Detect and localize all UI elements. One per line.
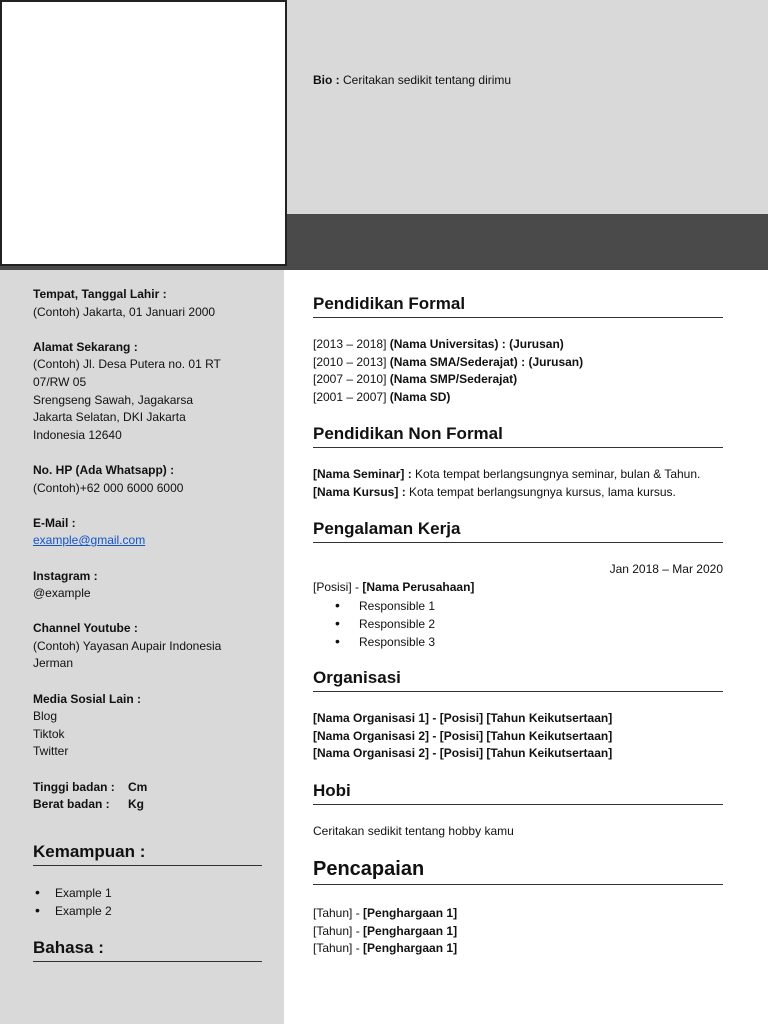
formal-row [313,336,564,354]
formal-detail: (Nama SMA/Sederajat) : (Jurusan) [389,354,584,369]
kemampuan-list [33,884,112,920]
achievement-award: [Penghargaan 1] [363,906,458,920]
ttl-value: (Contoh) Jakarta, 01 Januari 2000 [33,304,216,319]
sosmed-label: Media Sosial Lain : [33,691,142,706]
achievement-year: [Tahun] - [313,923,360,938]
alamat-line: 07/RW 05 [33,374,87,389]
nonformal-detail: Kota tempat berlangsungnya kursus, lama kursus. [409,484,676,499]
achievement-row [313,923,457,941]
kemampuan-item: • Example 2 [33,902,112,920]
formal-period: [2013 – 2018] [313,337,387,351]
org-row [313,710,612,728]
nonformal-detail: Kota tempat berlangsungnya seminar, bulan & Tahun. [415,467,701,481]
hp-label: No. HP (Ada Whatsapp) : [33,462,175,477]
achievement-award: [Penghargaan 1] [363,941,458,956]
org-name: [Nama Organisasi 2] - [313,728,437,743]
responsibility-item: • Responsible 1 [313,597,435,615]
full-name: Nama Lengkap [33,224,250,257]
work-position: [Posisi] - [313,580,360,594]
formal-detail: (Nama SMP/Sederajat) [389,372,518,387]
alamat-label: Alamat Sekarang : [33,339,138,354]
work-position-row [313,579,474,597]
formal-period: [2010 – 2013] [313,354,387,369]
alamat-line: Indonesia 12640 [33,427,122,442]
organisasi-heading: Organisasi [313,668,723,692]
formal-detail: (Nama SD) [389,389,451,404]
email-link[interactable]: example@gmail.com [33,533,146,548]
org-row [313,728,612,746]
pengalaman-kerja-heading: Pengalaman Kerja [313,519,723,543]
berat-label: Berat badan : [33,797,110,812]
pencapaian-heading: Pencapaian [313,858,723,885]
org-detail: [Posisi] [Tahun Keikutsertaan] [439,711,613,725]
personal-info [33,286,263,831]
org-name: [Nama Organisasi 1] - [313,711,437,725]
kemampuan-heading: Kemampuan : [33,842,262,866]
formal-row [313,371,517,389]
achievement-year: [Tahun] - [313,906,360,920]
sosmed-item: Twitter [33,744,69,759]
email-label: E-Mail : [33,515,76,530]
responsibility-item: • Responsible 2 [313,615,435,633]
achievement-row [313,940,457,958]
tinggi-unit: Cm [128,779,148,794]
achievement-award: [Penghargaan 1] [363,923,458,938]
alamat-line: Jakarta Selatan, DKI Jakarta [33,410,186,425]
formal-row [313,389,450,407]
bahasa-heading: Bahasa : [33,938,262,962]
nonformal-row [313,466,700,484]
achievement-row [313,905,457,923]
instagram-label: Instagram : [33,568,98,583]
work-company: [Nama Perusahaan] [362,580,475,594]
hobi-heading: Hobi [313,781,723,805]
ttl-label: Tempat, Tanggal Lahir : [33,287,167,301]
bio-text: Ceritakan sedikit tentang dirimu [343,73,512,87]
sosmed-item: Tiktok [33,726,65,741]
alamat-line: (Contoh) Jl. Desa Putera no. 01 RT [33,357,221,372]
hp-value: (Contoh)+62 000 6000 6000 [33,480,184,495]
youtube-line: (Contoh) Yayasan Aupair Indonesia [33,638,222,653]
pendidikan-non-formal-heading: Pendidikan Non Formal [313,424,723,448]
formal-row [313,354,583,372]
bio-label: Bio : [313,73,340,87]
sosmed-item: Blog [33,709,58,724]
hobi-text: Ceritakan sedikit tentang hobby kamu [313,824,514,838]
work-date: Jan 2018 – Mar 2020 [609,562,723,576]
formal-period: [2007 – 2010] [313,372,387,387]
formal-period: [2001 – 2007] [313,389,387,404]
org-detail: [Posisi] [Tahun Keikutsertaan] [439,728,613,743]
work-responsibilities [313,597,435,651]
nonformal-name: [Nama Seminar] : [313,467,412,481]
youtube-line: Jerman [33,656,74,671]
nonformal-row [313,484,676,502]
bio [313,73,511,87]
responsibility-item: • Responsible 3 [313,633,435,651]
nonformal-name: [Nama Kursus] : [313,484,406,499]
org-detail: [Posisi] [Tahun Keikutsertaan] [439,746,613,761]
tinggi-label: Tinggi badan : [33,779,115,794]
formal-detail: (Nama Universitas) : (Jurusan) [389,337,564,351]
achievement-year: [Tahun] - [313,941,360,956]
pendidikan-formal-heading: Pendidikan Formal [313,294,723,318]
youtube-label: Channel Youtube : [33,621,138,636]
kemampuan-item: • Example 1 [33,884,112,902]
org-name: [Nama Organisasi 2] - [313,746,437,761]
org-row [313,745,612,763]
alamat-line: Srengseng Sawah, Jagakarsa [33,392,194,407]
berat-unit: Kg [128,797,144,812]
instagram-value: @example [33,586,91,601]
